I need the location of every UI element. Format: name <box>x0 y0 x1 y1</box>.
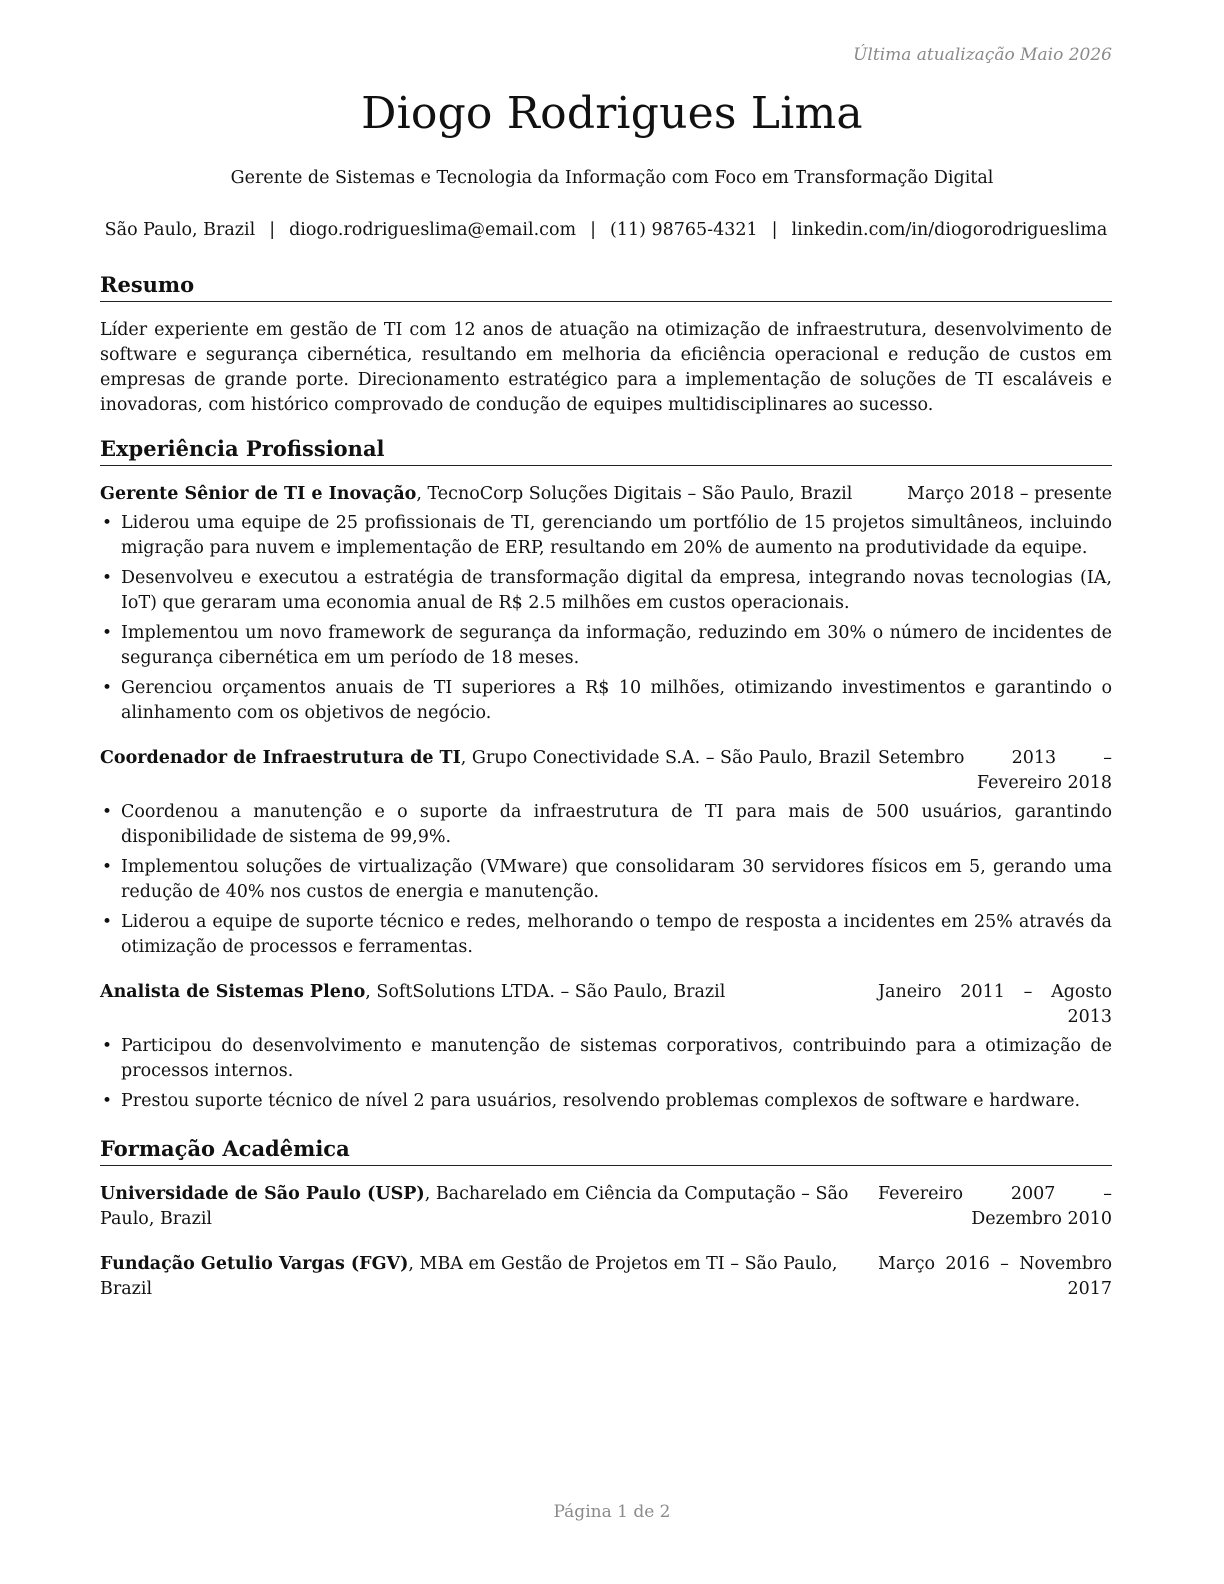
contact-separator: | <box>590 220 596 240</box>
job-dates: Janeiro 2011 – Agosto 2013 <box>878 982 1112 1027</box>
job-org: , SoftSolutions LTDA. – São Paulo, Brazil <box>365 982 726 1002</box>
job-role: Coordenador de Infraestrutura de TI <box>100 748 461 768</box>
job-bullet: • Implementou um novo framework de segurança da informação, reduzindo em 30% o número de incidentes de segurança cibernética em um período de 18 meses. <box>100 621 1112 671</box>
section-title-summary: Resumo <box>100 270 1112 302</box>
education-school: Universidade de São Paulo (USP) <box>100 1184 425 1204</box>
contact-separator: | <box>269 220 276 240</box>
job-header <box>100 980 1112 1030</box>
job-bullet: • Liderou a equipe de suporte técnico e redes, melhorando o tempo de resposta a incidentes em 25% através da otimização de processos e ferramentas. <box>100 910 1112 960</box>
education-dates: Fevereiro 2007 – Dezembro 2010 <box>878 1184 1112 1229</box>
education-detail: , Bacharelado em Ciência da Computação – São Paulo, Brazil <box>100 1184 849 1229</box>
job-entry <box>100 980 1112 1114</box>
job-bullet: • Gerenciou orçamentos anuais de TI superiores a R$ 10 milhões, otimizando investimentos e garantindo o alinhamento com os objetivos de negócio. <box>100 676 1112 726</box>
job-bullet: • Implementou soluções de virtualização (VMware) que consolidaram 30 servidores físicos em 5, gerando uma redução de 40% nos custos de energia e manutenção. <box>100 855 1112 905</box>
job-bullet: • Prestou suporte técnico de nível 2 para usuários, resolvendo problemas complexos de software e hardware. <box>100 1089 1112 1114</box>
job-dates: Março 2018 – presente <box>907 484 1112 504</box>
job-header <box>100 746 1112 796</box>
contact-separator: | <box>771 220 778 240</box>
candidate-name: Diogo Rodrigues Lima <box>361 88 863 139</box>
section-title-experience: Experiência Profissional <box>100 434 1112 466</box>
job-org: , Grupo Conectividade S.A. – São Paulo, Brazil <box>460 748 871 768</box>
education-header <box>100 1182 1112 1232</box>
job-bullets <box>100 511 1112 726</box>
job-org: , TecnoCorp Soluções Digitais – São Paulo, Brazil <box>416 484 853 504</box>
last-updated: Última atualização Maio 2026 <box>853 45 1112 65</box>
job-entry <box>100 482 1112 726</box>
job-dates: Setembro 2013 – Fevereiro 2018 <box>878 748 1112 793</box>
headline: Gerente de Sistemas e Tecnologia da Informação com Foco em Transformação Digital <box>230 168 994 188</box>
contact-linkedin[interactable]: linkedin.com/in/diogorodrigueslima <box>791 220 1108 240</box>
job-entry <box>100 746 1112 960</box>
education-school: Fundação Getulio Vargas (FGV) <box>100 1254 409 1274</box>
job-bullet: • Participou do desenvolvimento e manutenção de sistemas corporativos, contribuindo para a otimização de processos internos. <box>100 1034 1112 1084</box>
job-bullet: • Desenvolveu e executou a estratégia de transformação digital da empresa, integrando novas tecnologias (IA, IoT) que geraram uma economia anual de R$ 2.5 milhões em custos operacionais. <box>100 566 1112 616</box>
contact-phone: (11) 98765-4321 <box>610 220 758 240</box>
contact-line <box>100 220 1112 240</box>
job-header <box>100 482 1112 507</box>
section-title-education: Formação Acadêmica <box>100 1134 1112 1166</box>
job-role: Analista de Sistemas Pleno <box>100 982 366 1002</box>
job-bullets <box>100 800 1112 960</box>
education-entry <box>100 1182 1112 1232</box>
contact-location: São Paulo, Brazil <box>104 220 256 240</box>
page-number: Página 1 de 2 <box>553 1502 671 1522</box>
contact-email[interactable]: diogo.rodrigueslima@email.com <box>289 220 577 240</box>
education-entry <box>100 1252 1112 1302</box>
education-header <box>100 1252 1112 1302</box>
resume-content <box>100 270 1112 1322</box>
summary-text: Líder experiente em gestão de TI com 12 anos de atuação na otimização de infraestrutura, desenvolvimento de software e segurança cibernética, resultando em melhoria da eficiência operacional e redução de custos em empresas de grande porte. Direcionamento estratégico para a implementação de soluções de TI escaláveis e inovadoras, com histórico comprovado de condução de equipes multidisciplinares ao sucesso. <box>100 320 1112 415</box>
job-bullet: • Liderou uma equipe de 25 profissionais de TI, gerenciando um portfólio de 15 projetos simultâneos, incluindo migração para nuvem e implementação de ERP, resultando em 20% de aumento na produtividade da equipe. <box>100 511 1112 561</box>
education-dates: Março 2016 – Novembro 2017 <box>878 1254 1112 1299</box>
job-bullets <box>100 1034 1112 1114</box>
education-detail: , MBA em Gestão de Projetos em TI – São Paulo, Brazil <box>100 1254 838 1299</box>
job-role: Gerente Sênior de TI e Inovação <box>100 484 417 504</box>
job-bullet: • Coordenou a manutenção e o suporte da infraestrutura de TI para mais de 500 usuários, garantindo disponibilidade de sistema de 99,9%. <box>100 800 1112 850</box>
